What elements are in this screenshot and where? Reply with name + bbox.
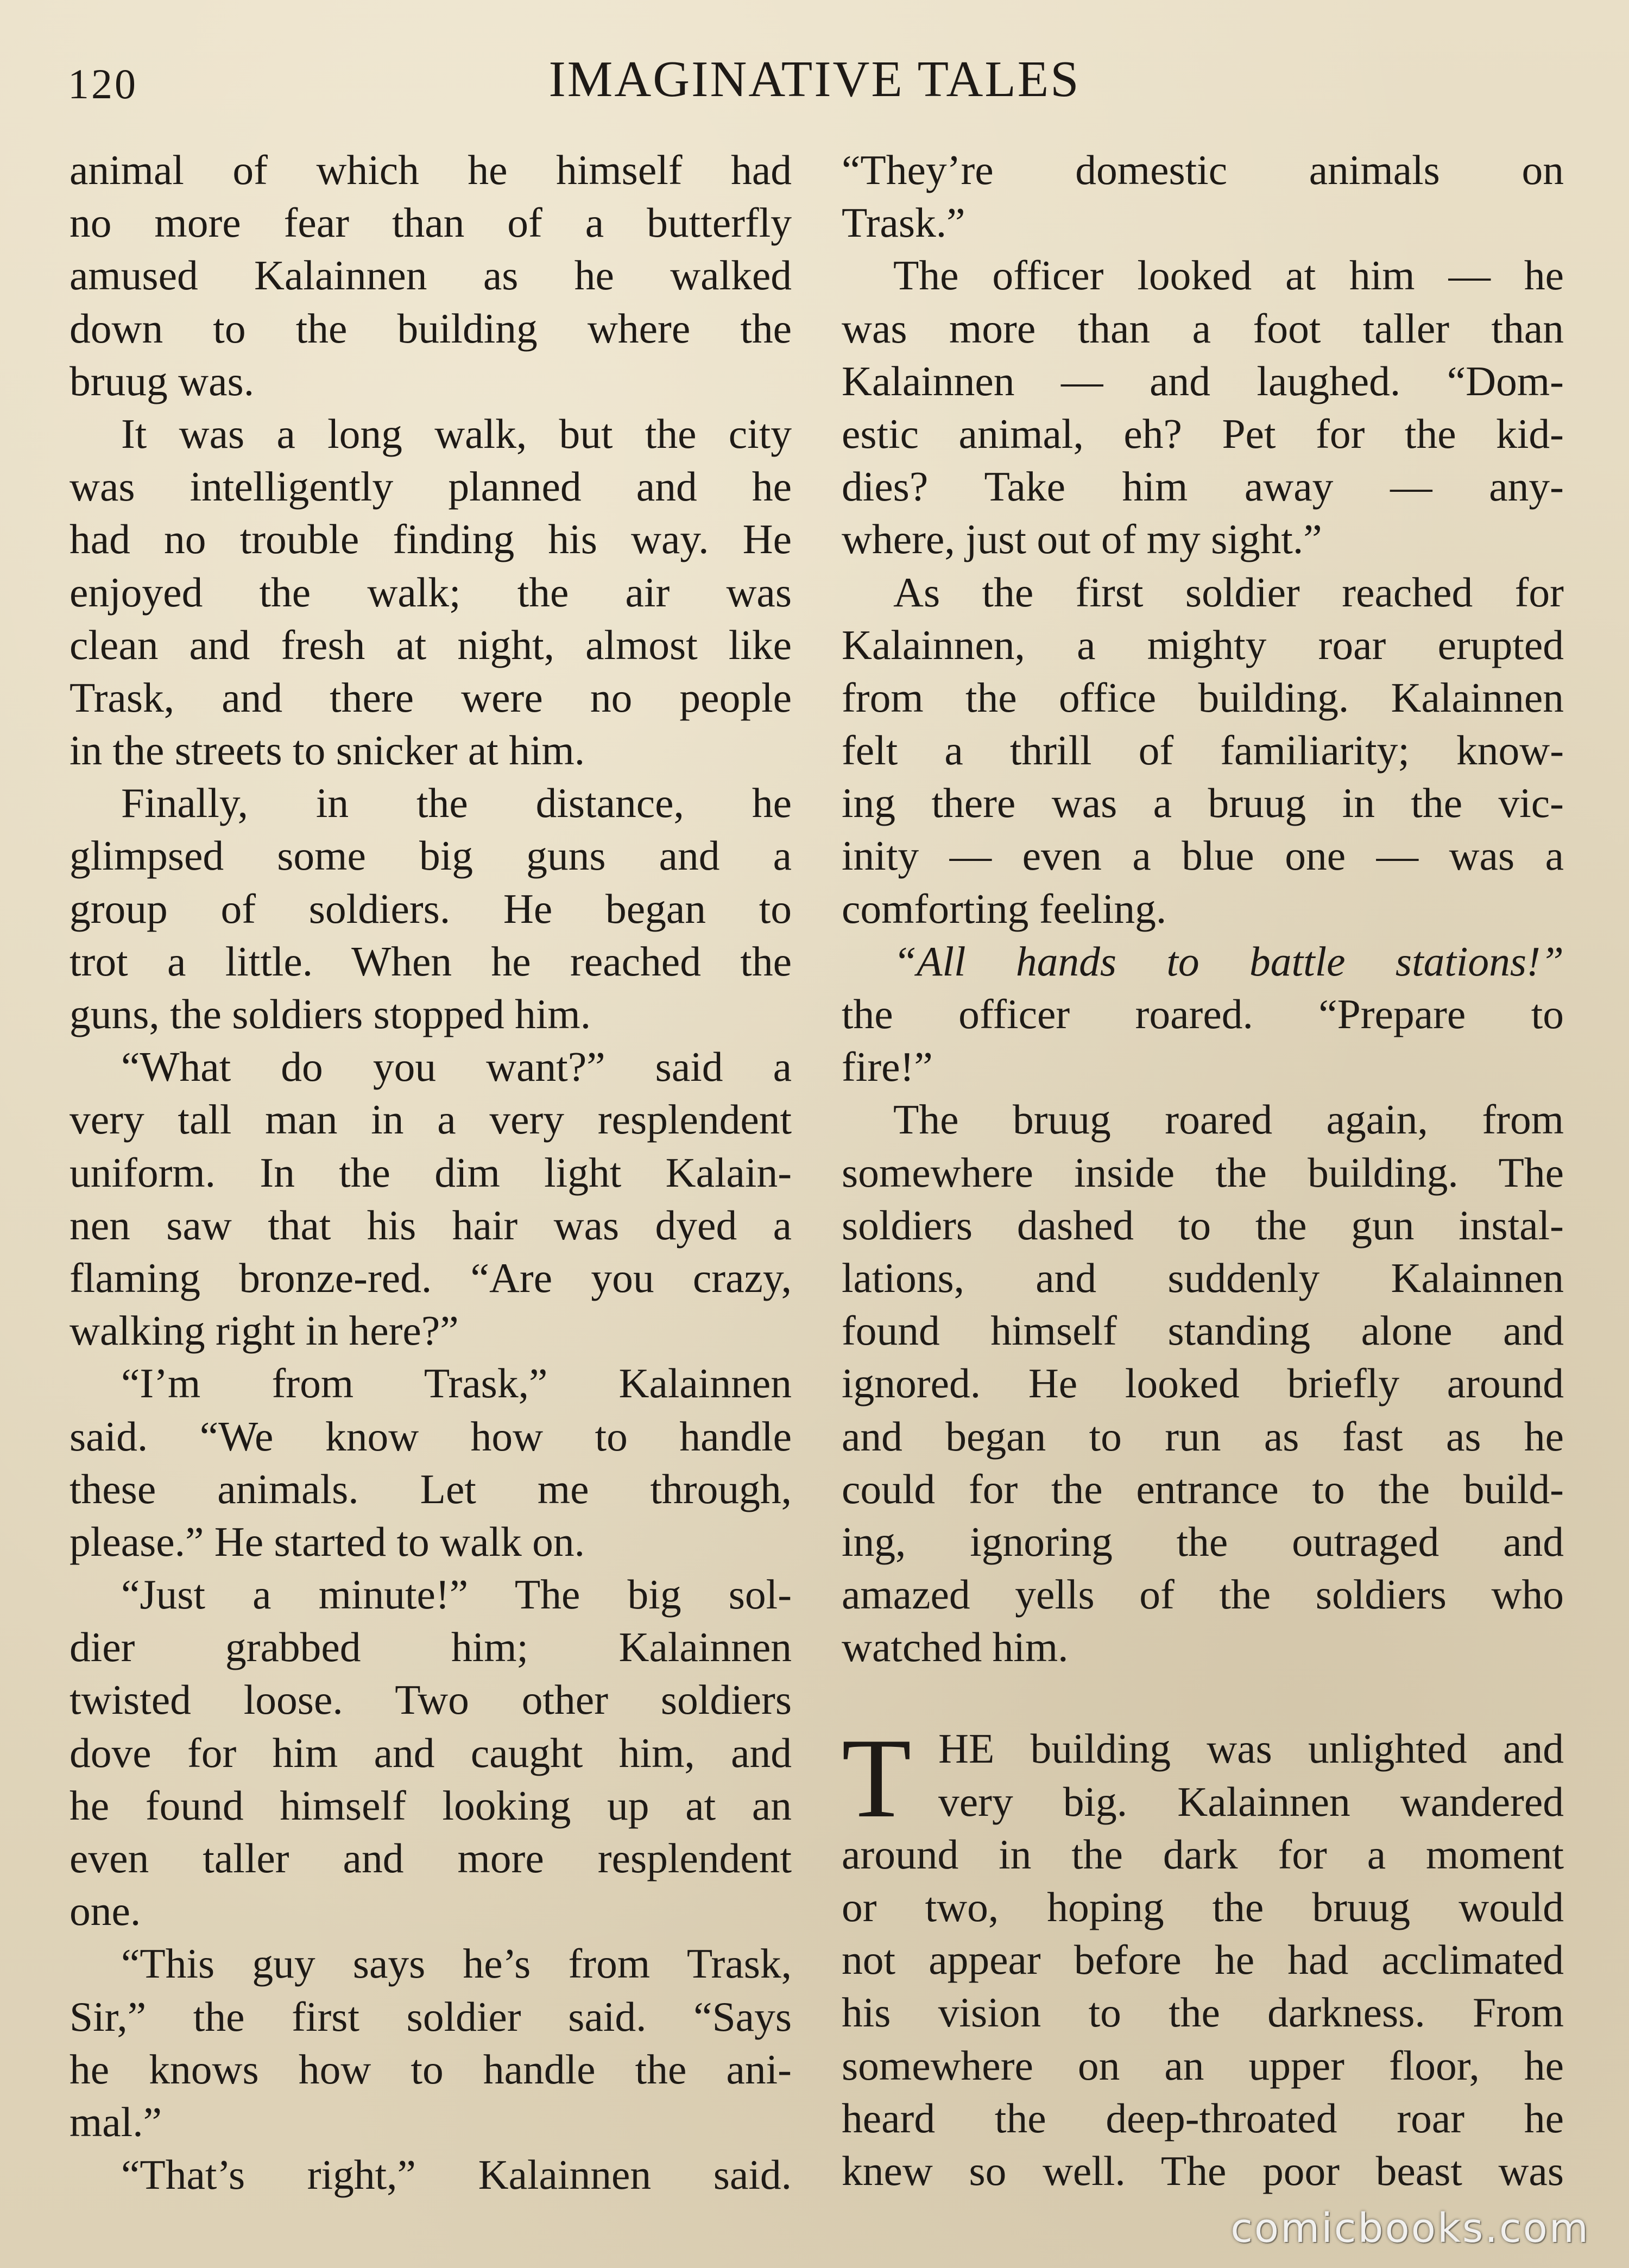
text-line: amused Kalainnen as he walked — [70, 252, 792, 299]
text-line: or two, hoping the bruug would — [842, 1884, 1564, 1930]
text-line: “What do you want?” said a — [121, 1043, 792, 1091]
text-line: somewhere inside the building. The — [842, 1149, 1564, 1196]
text-line: ing, ignoring the outraged and — [842, 1518, 1564, 1565]
text-line: felt a thrill of familiarity; know- — [842, 727, 1564, 774]
text-line: not appear before he had acclimated — [842, 1936, 1564, 1984]
text-line: very big. Kalainnen wandered — [938, 1778, 1564, 1825]
text-line: It was a long walk, but the city — [121, 410, 792, 457]
text-line: had no trouble finding his way. He — [70, 516, 792, 563]
text-line: “This guy says he’s from Trask, — [121, 1940, 792, 1987]
page-header — [68, 50, 1561, 115]
text-line: trot a little. When he reached the — [70, 937, 792, 985]
text-line: “All hands to battle stations!” — [893, 937, 1564, 985]
text-line: ing there was a bruug in the vic- — [842, 780, 1564, 827]
text-line: please.” He started to walk on. — [70, 1518, 585, 1565]
text-line: he knows how to handle the ani- — [70, 2045, 792, 2093]
text-line: enjoyed the walk; the air was — [70, 568, 792, 616]
right-text-column — [842, 144, 1564, 2197]
text-line: lations, and suddenly Kalainnen — [842, 1254, 1564, 1301]
text-line: Trask, and there were no people — [70, 674, 792, 721]
text-line: Kalainnen, a mighty roar erupted — [842, 621, 1564, 668]
section-break-space — [842, 1674, 1564, 1722]
text-line: soldiers dashed to the gun instal- — [842, 1201, 1564, 1249]
text-line: very tall man in a very resplendent — [70, 1096, 792, 1143]
text-line: somewhere on an upper floor, he — [842, 2042, 1564, 2089]
text-line: heard the deep-throated roar he — [842, 2094, 1564, 2142]
text-line: uniform. In the dim light Kalain- — [70, 1149, 792, 1196]
text-line: his vision to the darkness. From — [842, 1989, 1564, 2036]
text-line: down to the building where the — [70, 305, 792, 352]
text-line: glimpsed some big guns and a — [70, 832, 792, 879]
text-line: mal.” — [70, 2098, 162, 2145]
text-line: ignored. He looked briefly around — [842, 1360, 1564, 1407]
text-line: comforting feeling. — [842, 885, 1167, 932]
text-line: “They’re domestic animals on — [842, 147, 1564, 193]
left-text-column — [70, 144, 792, 2201]
text-line: said. “We know how to handle — [70, 1412, 792, 1460]
text-line: nen saw that his hair was dyed a — [70, 1201, 792, 1249]
text-line: amazed yells of the soldiers who — [842, 1571, 1564, 1618]
text-line: estic animal, eh? Pet for the kid- — [842, 410, 1564, 457]
text-line: one. — [70, 1887, 141, 1935]
text-line: he found himself looking up at an — [70, 1782, 792, 1829]
section-opening — [842, 1715, 1564, 2197]
text-line: and began to run as fast as he — [842, 1412, 1564, 1460]
text-line: flaming bronze-red. “Are you crazy, — [70, 1254, 792, 1301]
text-line: animal of which he himself had — [70, 147, 792, 193]
text-line: bruug was. — [70, 357, 255, 404]
text-line: fire!” — [842, 1043, 933, 1091]
text-line: inity — even a blue one — was a — [842, 832, 1564, 879]
text-line: was more than a foot taller than — [842, 305, 1564, 352]
text-line: HE building was unlighted and — [938, 1725, 1564, 1772]
text-line: As the first soldier reached for — [893, 568, 1564, 616]
text-line: even taller and more resplendent — [70, 1835, 792, 1881]
text-line: these animals. Let me through, — [70, 1465, 792, 1512]
text-line: guns, the soldiers stopped him. — [70, 991, 591, 1037]
text-line: knew so well. The poor beast was — [842, 2147, 1564, 2194]
text-line: could for the entrance to the build- — [842, 1465, 1564, 1512]
text-line: “Just a minute!” The big sol- — [121, 1571, 792, 1618]
text-line: was intelligently planned and he — [70, 463, 792, 510]
text-line: The officer looked at him — he — [893, 252, 1564, 299]
drop-cap: T — [842, 1715, 912, 1842]
running-title: IMAGINATIVE TALES — [548, 51, 1081, 107]
text-line: found himself standing alone and — [842, 1307, 1564, 1354]
text-line: “I’m from Trask,” Kalainnen — [121, 1360, 792, 1407]
text-line: where, just out of my sight.” — [842, 516, 1322, 563]
text-line: dies? Take him away — any- — [842, 463, 1564, 510]
text-line: in the streets to snicker at him. — [70, 727, 585, 774]
text-line: dier grabbed him; Kalainnen — [70, 1624, 792, 1671]
text-line: Kalainnen — and laughed. “Dom- — [842, 357, 1564, 404]
text-line: twisted loose. Two other soldiers — [70, 1676, 792, 1724]
text-line: The bruug roared again, from — [893, 1096, 1564, 1143]
text-line: clean and fresh at night, almost like — [70, 621, 792, 668]
page-number: 120 — [68, 60, 138, 107]
text-line: the officer roared. “Prepare to — [842, 991, 1564, 1037]
text-line: from the office building. Kalainnen — [842, 674, 1564, 721]
text-line: Trask.” — [842, 199, 965, 246]
text-line: Sir,” the first soldier said. “Says — [70, 1993, 792, 2040]
text-line: watched him. — [842, 1624, 1069, 1671]
text-line: Finally, in the distance, he — [121, 780, 792, 827]
text-line: no more fear than of a butterfly — [70, 199, 792, 246]
text-line: “That’s right,” Kalainnen said. — [121, 2151, 792, 2199]
text-line: dove for him and caught him, and — [70, 1729, 792, 1776]
watermark: comicbooks.com — [1230, 2205, 1590, 2252]
right-column-paragraphs — [842, 144, 1564, 1674]
text-line: walking right in here?” — [70, 1307, 459, 1354]
text-line: group of soldiers. He began to — [70, 885, 792, 932]
text-line: around in the dark for a moment — [842, 1830, 1564, 1878]
section-opening-lines — [842, 1715, 1564, 2197]
